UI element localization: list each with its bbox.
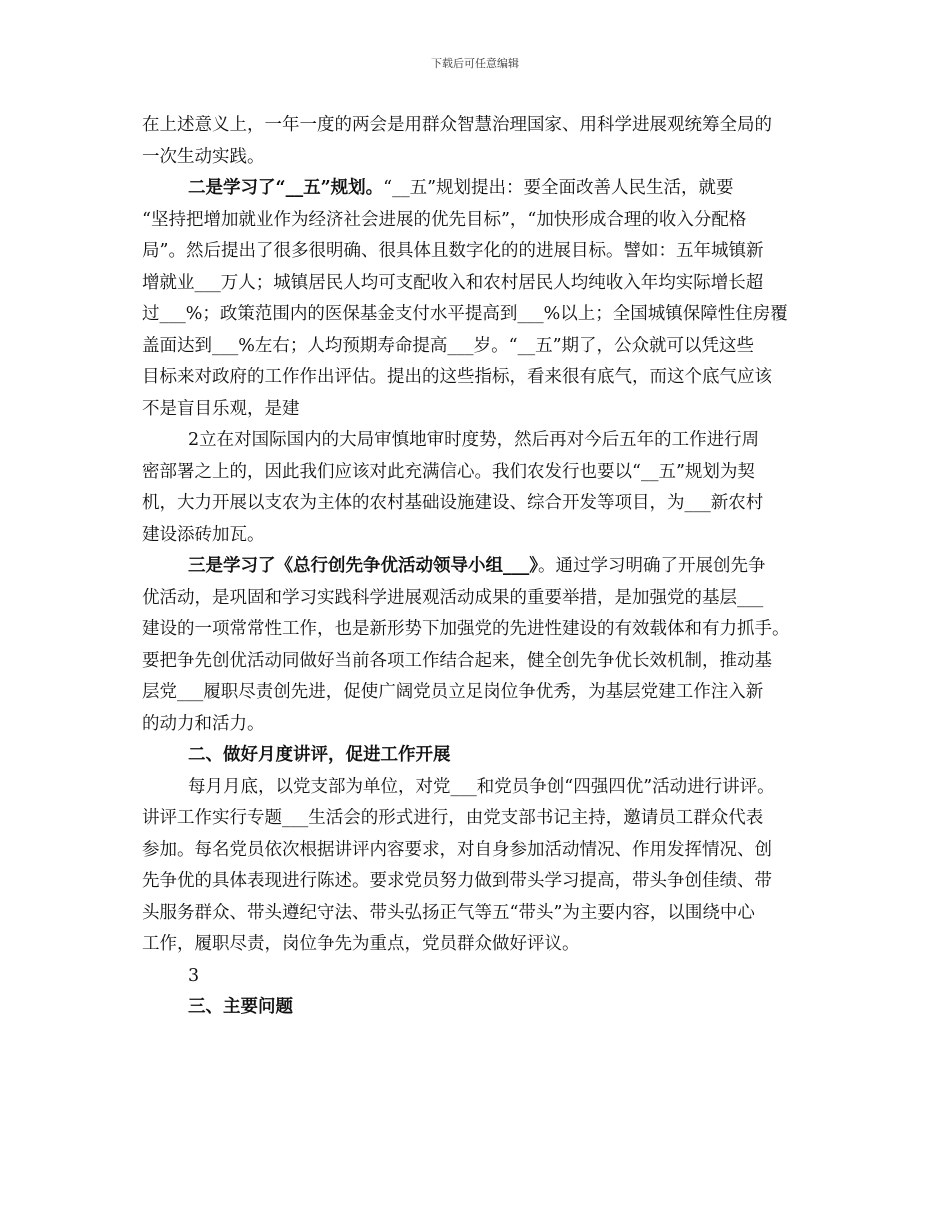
text-line [142, 331, 814, 363]
text-line [142, 268, 814, 300]
body-text: 的动力和活力。 [142, 713, 265, 734]
body-text: 目标来对政府的工作作出评估。提出的这些指标，看来很有底气，而这个底气应该 [142, 367, 772, 387]
text-line [142, 646, 814, 678]
body-text: 头服务群众、带头遵纪守法、带头弘扬正气等五“带头”为主要内容，以围绕中心 [142, 902, 755, 923]
text-line [142, 583, 814, 615]
text-line [142, 835, 814, 867]
body-text: 先争优的具体表现进行陈述。要求党员努力做到带头学习提高，带头争创佳绩、带 [142, 871, 772, 891]
body-text: 一次生动实践。 [142, 146, 265, 167]
text-line [142, 142, 814, 174]
text-line [142, 929, 814, 961]
body-text: 层党___履职尽责创先进，促使广阔党员立足岗位争优秀，为基层党建工作注入新 [142, 682, 764, 702]
body-text: “__五”规划提出：要全面改善人民生活，就要 [383, 178, 734, 198]
text-line [142, 488, 814, 520]
body-text: 要把争先创优活动同做好当前各项工作结合起来，健全创先争优长效机制，推动基 [142, 650, 772, 671]
text-line [142, 709, 814, 741]
text-line [142, 520, 814, 552]
heading-text: 二是学习了“__五”规划。 [188, 178, 384, 198]
heading-text: 三、主要问题 [188, 997, 293, 1017]
text-line [142, 961, 814, 993]
document-body [142, 110, 814, 1024]
body-text: 建设添砖加瓦。 [142, 524, 265, 545]
text-line [142, 173, 814, 205]
text-line [142, 236, 814, 268]
body-text: 盖面达到___%左右；人均预期寿命提高___岁。“__五”期了，公众就可以凭这些 [142, 335, 755, 356]
body-text: 在上述意义上，一年一度的两会是用群众智慧治理国家、用科学进展观统筹全局的 [142, 115, 772, 135]
text-line [142, 992, 814, 1024]
body-text: 优活动，是巩固和学习实践科学进展观活动成果的重要举措，是加强党的基层___ [142, 587, 764, 608]
body-text: 机，大力开展以支农为主体的农村基础设施建设、综合开发等项目，为___新农村 [142, 493, 764, 513]
body-text: 讲评工作实行专题___生活会的形式进行，由党支部书记主持，邀请员工群众代表 [142, 808, 764, 828]
body-text: 。通过学习明确了开展创先争 [538, 556, 766, 576]
body-text: 不是盲目乐观，是建 [142, 398, 300, 419]
text-line [142, 394, 814, 426]
body-text: 2立在对国际国内的大局审慎地审时度势，然后再对今后五年的工作进行周 [188, 430, 760, 450]
text-line [142, 205, 814, 237]
body-text: 密部署之上的，因此我们应该对此充满信心。我们农发行也要以“__五”规划为契 [142, 461, 755, 482]
heading-text: 三是学习了《总行创先争优活动领导小组___》 [188, 556, 538, 576]
text-line [142, 866, 814, 898]
text-line [142, 110, 814, 142]
body-text: 工作，履职尽责，岗位争先为重点，党员群众做好评议。 [142, 934, 580, 954]
body-text: 过___%；政策范围内的医保基金支付水平提高到___%以上；全国城镇保障性住房覆 [142, 304, 788, 324]
body-text: 参加。每名党员依次根据讲评内容要求，对自身参加活动情况、作用发挥情况、创 [142, 839, 772, 860]
body-text: 3 [188, 965, 200, 986]
text-line [142, 740, 814, 772]
body-text: 局”。然后提出了很多很明确、很具体且数字化的的进展目标。譬如：五年城镇新 [142, 241, 764, 261]
text-line [142, 772, 814, 804]
text-line [142, 425, 814, 457]
body-text: 每月月底，以党支部为单位，对党___和党员争创“四强四优”活动进行讲评。 [188, 776, 775, 797]
text-line [142, 457, 814, 489]
text-line [142, 362, 814, 394]
heading-text: 二、做好月度讲评，促进工作开展 [188, 745, 451, 765]
body-text: 建设的一项常常性工作，也是新形势下加强党的先进性建设的有效载体和有力抓手。 [142, 619, 790, 639]
text-line [142, 803, 814, 835]
body-text: “坚持把增加就业作为经济社会进展的优先目标”，“加快形成合理的收入分配格 [142, 209, 747, 230]
text-line [142, 551, 814, 583]
text-line [142, 677, 814, 709]
text-line [142, 299, 814, 331]
body-text: 增就业___万人；城镇居民人均可支配收入和农村居民人均纯收入年均实际增长超 [142, 272, 764, 293]
text-line [142, 898, 814, 930]
text-line [142, 614, 814, 646]
page-header: 下载后可任意编辑 [431, 57, 519, 70]
